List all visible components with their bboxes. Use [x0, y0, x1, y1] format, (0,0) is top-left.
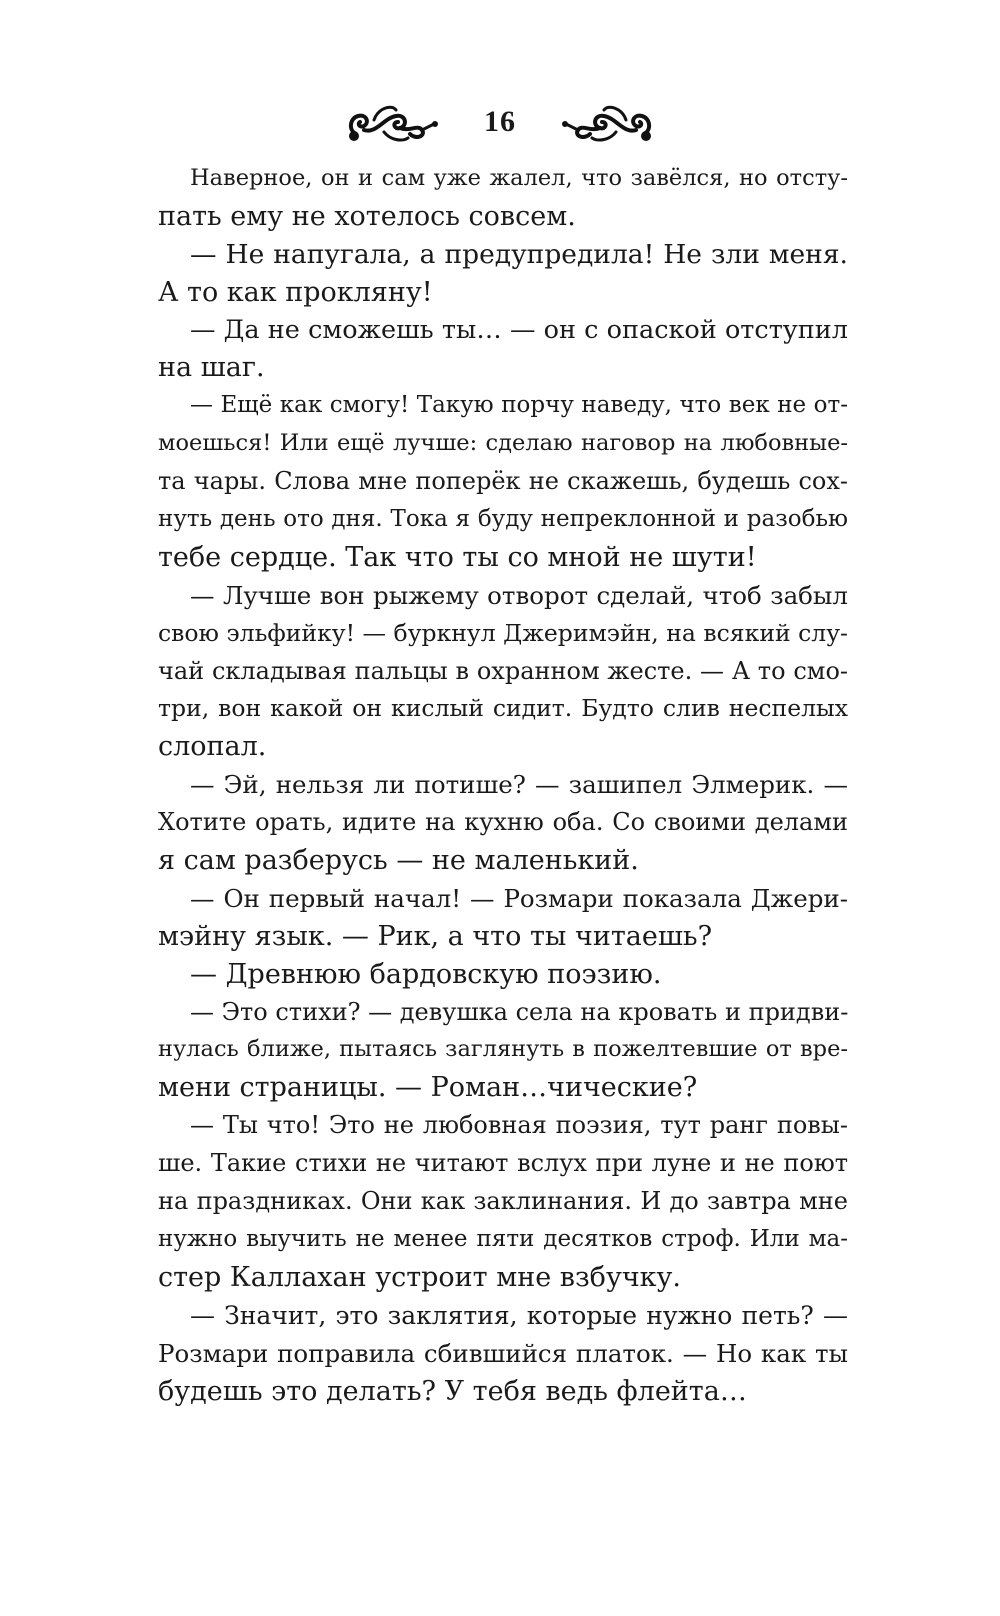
text-line: нужно выучить не менее пяти десятков строф. Или ма- — [158, 1225, 848, 1252]
text-line: стер Каллахан устроит мне взбучку. — [158, 1261, 682, 1293]
text-line: моешься! Или ещё лучше: сделаю наговор на любовные- — [158, 430, 848, 457]
text-line: — Это стихи? — девушка села на кровать и придви- — [190, 997, 849, 1026]
text-line: Розмари поправила сбившийся платок. — Но как ты — [158, 1338, 848, 1368]
text-line: — Значит, это заклятия, которые нужно петь? — — [190, 1300, 848, 1330]
text-line: свою эльфийку! — буркнул Джеримэйн, на всякий слу- — [158, 618, 848, 647]
text-line: пать ему не хотелось совсем. — [158, 200, 576, 232]
text-line: три, вон какой он кислый сидит. Будто слив неспелых — [158, 694, 848, 723]
text-line: — Не напугала, а предупредила! Не зли меня. — [190, 238, 848, 270]
text-line: мэйну язык. — Рик, а что ты читаешь? — [158, 920, 713, 952]
text-line: будешь это делать? У тебя ведь флейта… — [158, 1375, 747, 1407]
text-line: я сам разберусь — не маленький. — [158, 845, 639, 877]
text-line: — Эй, нельзя ли потише? — зашипел Элмерик. — — [190, 770, 848, 800]
page-number: 16 — [484, 105, 516, 138]
text-line: — Ты что! Это не любовная поэзия, тут ранг повы- — [190, 1111, 848, 1140]
text-line: Наверное, он и сам уже жалел, что завёлся, но отсту- — [190, 165, 848, 191]
text-line: на шаг. — [158, 352, 265, 384]
text-line: нуть день ото дня. Тока я буду непреклонной и разобью — [158, 506, 848, 533]
text-line: Хотите орать, идите на кухню оба. Со своими делами — [158, 808, 848, 837]
text-line: слопал. — [158, 731, 267, 763]
text-line: ше. Такие стихи не читают вслух при луне и не поют — [158, 1149, 848, 1178]
text-line: на праздниках. Они как заклинания. И до завтра мне — [158, 1187, 848, 1216]
text-line: мени страницы. — Роман…чические? — [158, 1072, 698, 1104]
text-line: — Да не сможешь ты… — он с опаской отступил — [190, 314, 848, 345]
text-line: чай складывая пальцы в охранном жесте. — А то смо- — [158, 656, 848, 685]
text-line: — Ещё как смогу! Такую порчу наведу, что век не от- — [190, 392, 848, 419]
text-line: — Лучше вон рыжему отворот сделай, чтоб забыл — [190, 580, 848, 610]
text-line: — Древнюю бардовскую поэзию. — [190, 958, 662, 990]
text-line: нулась ближе, пытаясь заглянуть в пожелтевшие от вре- — [158, 1036, 848, 1063]
right-flourish-icon — [560, 100, 656, 144]
text-line: тебе сердце. Так что ты со мной не шути! — [158, 541, 757, 573]
text-line: та чары. Слова мне поперёк не скажешь, будешь сох- — [158, 467, 848, 496]
body-text — [158, 160, 848, 1410]
text-line: — Он первый начал! — Розмари показала Джери- — [190, 883, 848, 913]
left-flourish-icon — [344, 100, 440, 144]
text-line: А то как прокляну! — [158, 276, 433, 308]
page-header — [0, 94, 1000, 150]
